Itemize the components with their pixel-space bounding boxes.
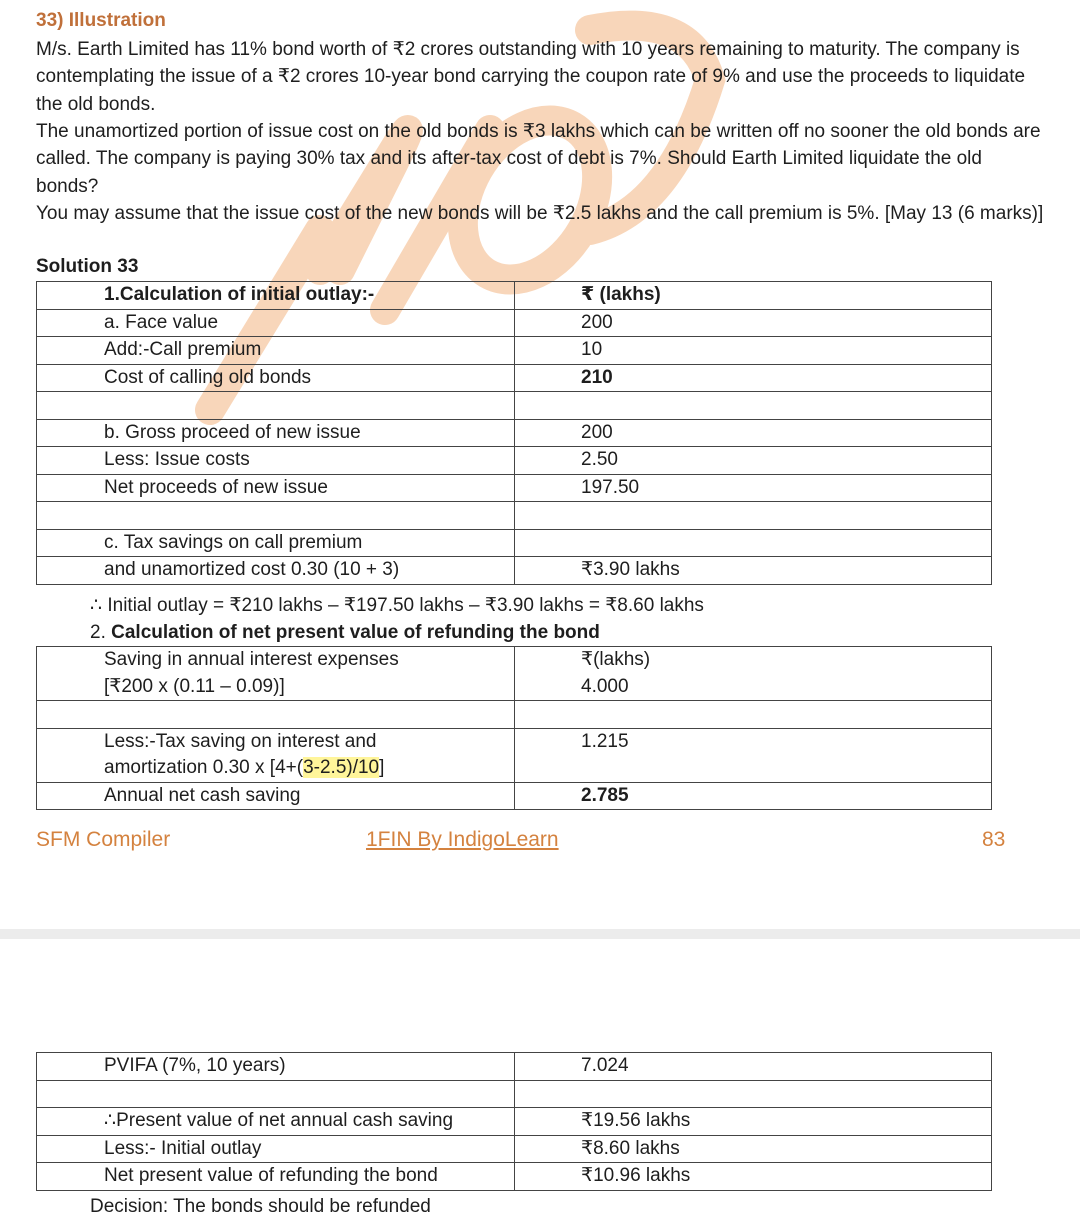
row-value: 200 (515, 309, 992, 337)
solution-title: Solution 33 (36, 256, 139, 277)
row-value: 10 (515, 337, 992, 365)
row-value: ₹8.60 lakhs (515, 1135, 992, 1163)
row-label (37, 1080, 515, 1108)
row-label (37, 701, 515, 729)
row-label: Annual net cash saving (37, 782, 515, 810)
row-label: Less: Issue costs (37, 447, 515, 475)
formula-prefix: amortization 0.30 x [4+( (104, 757, 304, 778)
row-label: and unamortized cost 0.30 (10 + 3) (37, 557, 515, 585)
table-row (37, 309, 992, 337)
row-value: ₹10.96 lakhs (515, 1163, 992, 1191)
footer-indigolearn-link[interactable]: 1FIN By IndigoLearn (366, 828, 559, 851)
row-label: Net proceeds of new issue (37, 474, 515, 502)
table-row (37, 782, 992, 810)
row-label: c. Tax savings on call premium (37, 529, 515, 557)
table-row-empty (37, 392, 992, 420)
row-label-formula (37, 755, 515, 782)
row-label: Cost of calling old bonds (37, 364, 515, 392)
row-label: b. Gross proceed of new issue (37, 419, 515, 447)
table-row (37, 419, 992, 447)
page-separator (0, 929, 1080, 939)
table-row (37, 447, 992, 475)
row-value: ₹(lakhs) (515, 647, 992, 674)
table-row-empty (37, 502, 992, 530)
question-paragraph-1: M/s. Earth Limited has 11% bond worth of ₹2 crores outstanding with 10 years remaining to maturity. The company is contemplating the issue of a ₹2 crores 10-year bond carrying the coupon rate of 9% and use the proceeds to liquidate the old bonds. (36, 39, 1026, 115)
row-value: ₹3.90 lakhs (515, 557, 992, 585)
initial-outlay-table (36, 281, 992, 585)
footer-page-number: 83 (982, 828, 1006, 851)
footer-book-title: SFM Compiler (36, 828, 171, 851)
table-row-empty (37, 701, 992, 729)
table-row (37, 1163, 992, 1191)
row-label (37, 502, 515, 530)
row-value (515, 502, 992, 530)
section-2-heading (90, 619, 600, 646)
table-row (37, 337, 992, 365)
row-label: Net present value of refunding the bond (37, 1163, 515, 1191)
question-paragraph-2: The unamortized portion of issue cost on the old bonds is ₹3 lakhs which can be written off no sooner the old bonds are called. The company is paying 30% tax and its after-tax cost of debt is 7%. Should Earth Limited liquidate the old bonds? (36, 121, 1041, 197)
table-row (37, 1135, 992, 1163)
row-label: ∴Present value of net annual cash saving (37, 1108, 515, 1136)
row-value: 197.50 (515, 474, 992, 502)
row-value (515, 1080, 992, 1108)
table-row (37, 674, 992, 701)
formula-highlight: 3-2.5)/10 (303, 757, 380, 778)
row-value (515, 755, 992, 782)
table-row (37, 529, 992, 557)
section-2-title: Calculation of net present value of refunding the bond (111, 622, 600, 643)
pv-table (36, 1052, 992, 1191)
row-value: ₹19.56 lakhs (515, 1108, 992, 1136)
table-header-value: ₹ (lakhs) (515, 282, 992, 310)
initial-outlay-result: ∴ Initial outlay = ₹210 lakhs – ₹197.50 lakhs – ₹3.90 lakhs = ₹8.60 lakhs (90, 595, 704, 616)
decision-text: Decision: The bonds should be refunded (90, 1196, 431, 1217)
row-value: 200 (515, 419, 992, 447)
table-row (37, 728, 992, 755)
table-row (37, 557, 992, 585)
npv-table (36, 646, 992, 810)
section-2-number: 2. (90, 622, 112, 643)
row-value: 4.000 (515, 674, 992, 701)
row-label: a. Face value (37, 309, 515, 337)
row-label: Less:-Tax saving on interest and (37, 728, 515, 755)
table-row (37, 1108, 992, 1136)
row-label (37, 392, 515, 420)
table-header-label: 1.Calculation of initial outlay:- (37, 282, 515, 310)
row-label: Less:- Initial outlay (37, 1135, 515, 1163)
row-label: PVIFA (7%, 10 years) (37, 1053, 515, 1081)
row-value: 2.50 (515, 447, 992, 475)
table-header-row (37, 282, 992, 310)
formula-suffix: ] (379, 757, 385, 778)
table-row (37, 474, 992, 502)
row-value: 7.024 (515, 1053, 992, 1081)
question-paragraph-3: You may assume that the issue cost of the new bonds will be ₹2.5 lakhs and the call premium is 5%. [May 13 (6 marks)] (36, 203, 1044, 224)
row-label: Saving in annual interest expenses (37, 647, 515, 674)
table-row (37, 755, 992, 782)
row-value-total: 210 (515, 364, 992, 392)
row-value (515, 701, 992, 729)
page-84 (0, 939, 1080, 1229)
row-label: Add:-Call premium (37, 337, 515, 365)
row-value (515, 392, 992, 420)
table-row (37, 364, 992, 392)
table-row-empty (37, 1080, 992, 1108)
row-label: [₹200 x (0.11 – 0.09)] (37, 674, 515, 701)
table-row (37, 647, 992, 674)
table-row (37, 1053, 992, 1081)
row-value (515, 529, 992, 557)
row-value: 1.215 (515, 728, 992, 755)
illustration-heading: 33) Illustration (36, 10, 166, 31)
row-value-total: 2.785 (515, 782, 992, 810)
